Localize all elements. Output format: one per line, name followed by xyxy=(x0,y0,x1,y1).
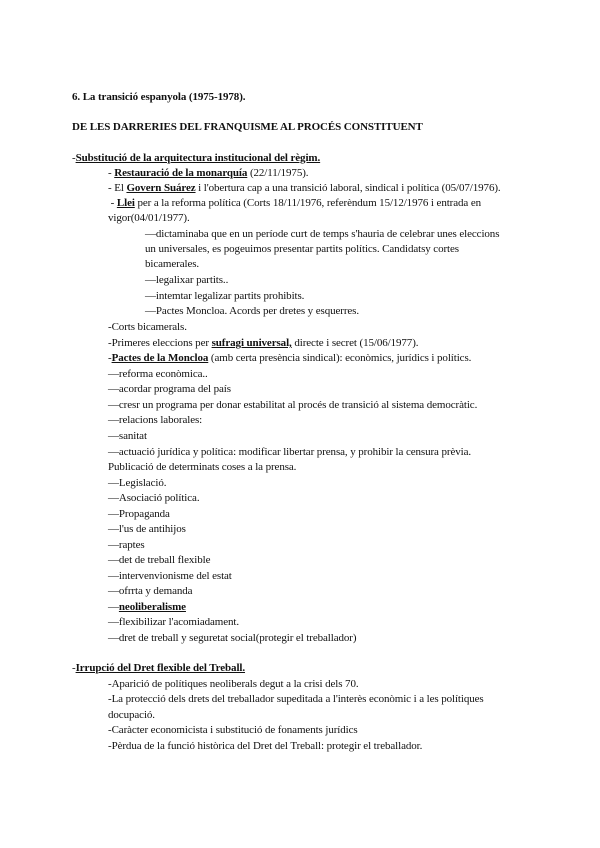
section2-title xyxy=(72,661,245,675)
primeres-prefix: -Primeres eleccions per xyxy=(108,337,212,349)
list-item: —flexibilizar l'acomiadament. xyxy=(108,616,240,628)
llei-sub1-cont2: bicamerales. xyxy=(145,258,200,270)
section1-title xyxy=(72,151,320,165)
restauracio-bold: Restauració de la monarquía xyxy=(114,167,248,179)
section2-prefix: - xyxy=(72,662,76,674)
list-item: -La protecció dels drets del treballador supeditada a l'interès econòmic i a les polítiques xyxy=(108,693,484,705)
llei-sub1: —dictaminaba que en un període curt de temps s'hauria de celebrar unes eleccions xyxy=(145,228,500,240)
section-heading: DE LES DARRERIES DEL FRANQUISME AL PROCÉS CONSTITUENT xyxy=(72,121,423,133)
llei-bold: Llei xyxy=(116,197,135,209)
list-item: —Asociació política. xyxy=(108,492,200,504)
primeres-rest: directe i secret (15/06/1977). xyxy=(291,337,419,349)
govern-line xyxy=(108,181,501,195)
list-item: —det de treball flexible xyxy=(108,554,211,566)
list-item: docupació. xyxy=(108,709,155,721)
list-item: Publicació de determinats coses a la prensa. xyxy=(108,461,297,473)
pactes-rest: (amb certa presència sindical): econòmics, jurídics i polítics. xyxy=(208,352,472,364)
list-item: —Legislació. xyxy=(108,477,167,489)
section1-title-text: Substitució de la arquitectura institucional del règim. xyxy=(75,152,321,164)
neoliberalisme-bold: neoliberalisme xyxy=(118,601,186,613)
list-item: —intervenvionisme del estat xyxy=(108,570,232,582)
section2-title-text: Irrupció del Dret flexible del Treball. xyxy=(75,662,246,674)
primeres-bold: sufragi universal, xyxy=(211,337,292,349)
pactes-line xyxy=(108,351,471,365)
document-title: 6. La transició espanyola (1975-1978). xyxy=(72,91,246,103)
corts-line: -Corts bicamerals. xyxy=(108,321,187,333)
list-item: —dret de treball y seguretat social(protegir el treballador) xyxy=(108,632,357,644)
list-item: —acordar programa del país xyxy=(108,383,231,395)
list-item: -Caràcter economicista i substitució de fonaments jurídics xyxy=(108,724,358,736)
llei-rest: per a la reforma política (Corts 18/11/1976, referèndum 15/12/1976 i entrada en xyxy=(134,197,482,209)
llei-cont-line: vigor(04/01/1977). xyxy=(108,212,190,224)
pactes-bold: Pactes de la Moncloa xyxy=(111,352,209,364)
govern-rest: i l'obertura cap a una transició laboral, sindical i política (05/07/1976). xyxy=(195,182,501,194)
llei-sub2: —legalixar partits.. xyxy=(145,274,229,286)
pactes-prefix: - xyxy=(108,352,112,364)
restauracio-rest: (22/11/1975). xyxy=(247,167,309,179)
restauracio-prefix: - xyxy=(108,167,115,179)
llei-line xyxy=(108,196,481,210)
list-item: —Propaganda xyxy=(108,508,170,520)
list-item: —actuació jurídica y política: modificar libertar prensa, y prohibir la censura prèvia. xyxy=(108,446,472,458)
list-item: —sanitat xyxy=(108,430,147,442)
restauracio-line xyxy=(108,166,308,180)
neoliberalisme-dash: — xyxy=(108,601,119,613)
list-item: —cresr un programa per donar estabilitat al procés de transició al sistema democràtic. xyxy=(108,399,478,411)
llei-sub1-cont1: un universales, es pogeuimos presentar partits polítics. Candidatsy cortes xyxy=(145,243,459,255)
list-item: —ofrrta y demanda xyxy=(108,585,193,597)
list-item: —raptes xyxy=(108,539,145,551)
llei-sub4: —Pactes Moncloa. Acords per dretes y esquerres. xyxy=(145,305,360,317)
list-item: -Aparició de polítiques neoliberals degut a la crisi dels 70. xyxy=(108,678,359,690)
list-item: -Pèrdua de la funció històrica del Dret del Treball: protegir el treballador. xyxy=(108,740,423,752)
govern-bold: Govern Suárez xyxy=(126,182,196,194)
neoliberalisme-line xyxy=(108,600,186,614)
primeres-line xyxy=(108,336,418,350)
list-item: —reforma econòmica.. xyxy=(108,368,208,380)
list-item: —l'us de antihijos xyxy=(108,523,186,535)
llei-prefix: - xyxy=(108,197,117,209)
llei-sub3: —intemtar legalizar partits prohibits. xyxy=(145,290,305,302)
section1-prefix: - xyxy=(72,152,76,164)
list-item: —relacions laborales: xyxy=(108,414,203,426)
govern-prefix: - El xyxy=(108,182,127,194)
